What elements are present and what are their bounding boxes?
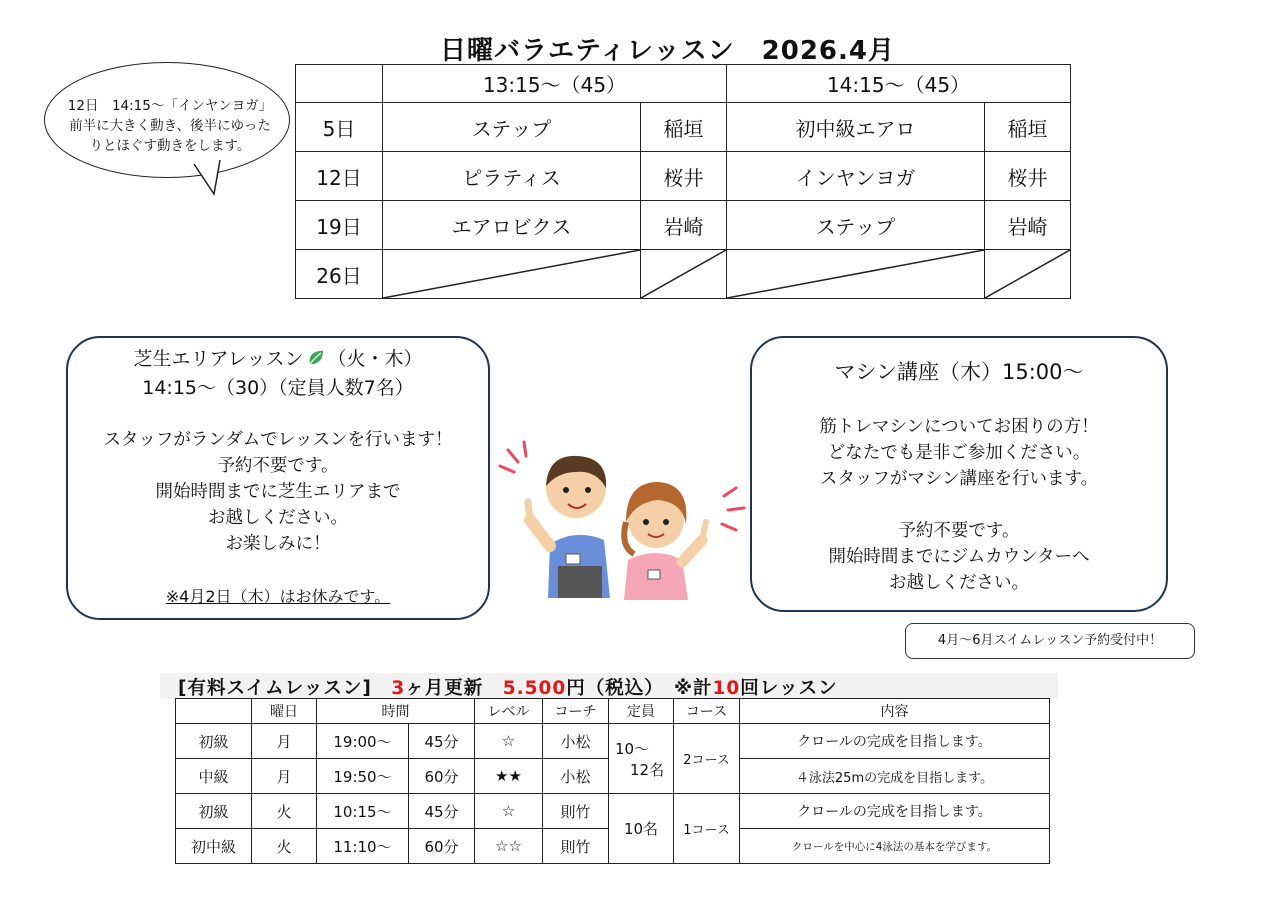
machine-course-body [754, 414, 1164, 596]
turf-title-days: （火・木） [327, 348, 423, 370]
swim-header: 定員 [609, 699, 674, 724]
turf-holiday-note [70, 584, 486, 607]
swim-duration: 45分 [409, 794, 475, 829]
machine-body-line: お越しください。 [889, 573, 1029, 593]
swim-title-g: 回レッスン [740, 678, 838, 699]
lesson-cell: 初中級エアロ [727, 103, 985, 152]
machine-body-line: 予約不要です。 [898, 521, 1020, 541]
lesson-cell: インヤンヨガ [727, 152, 985, 201]
day-cell: 26日 [296, 250, 383, 299]
swim-coach: 小松 [543, 724, 609, 759]
swim-class: 初級 [176, 794, 252, 829]
swim-header-blank [176, 699, 252, 724]
speech-bubble-tail [192, 160, 232, 198]
coach-cell: 桜井 [641, 152, 727, 201]
coach-cell: 稲垣 [985, 103, 1071, 152]
swim-content: クロールの完成を目指します。 [740, 724, 1050, 759]
time-header: 14:15～（45） [727, 65, 1071, 103]
swim-day: 月 [252, 724, 317, 759]
swim-class: 初級 [176, 724, 252, 759]
lesson-cell: ステップ [383, 103, 641, 152]
machine-body-line: 開始時間までにジムカウンターへ [828, 547, 1090, 567]
turf-title-text: 芝生エリアレッスン [133, 348, 304, 370]
swim-day: 火 [252, 829, 317, 864]
swim-level: ☆☆ [475, 829, 543, 864]
coach-cell: 稲垣 [641, 103, 727, 152]
swim-header: コース [674, 699, 740, 724]
swim-start: 19:00～ [317, 724, 409, 759]
empty-cell [641, 250, 727, 299]
swim-day: 火 [252, 794, 317, 829]
swim-title [178, 674, 838, 700]
machine-body-line: 筋トレマシンについてお困りの方！ [819, 417, 1099, 437]
swim-title-price: 5.500 [502, 678, 567, 699]
swim-title-count: 10 [712, 678, 741, 699]
header-blank [296, 65, 383, 103]
machine-course-title: マシン講座（木）15:00～ [834, 360, 1084, 384]
swim-reservation-notice: 4月～6月スイムレッスン予約受付中！ [905, 623, 1195, 659]
day-cell: 12日 [296, 152, 383, 201]
bubble-line: りとほぐす動きをします。 [89, 138, 251, 154]
swim-duration: 45分 [409, 724, 475, 759]
lesson-cell: ステップ [727, 201, 985, 250]
turf-body-line: お楽しみに！ [225, 534, 331, 554]
swim-start: 19:50～ [317, 759, 409, 794]
swim-header: 内容 [740, 699, 1050, 724]
swim-title-c: ヶ月更新 [405, 678, 503, 699]
day-cell: 5日 [296, 103, 383, 152]
empty-cell [985, 250, 1071, 299]
swim-start: 11:10～ [317, 829, 409, 864]
swim-duration: 60分 [409, 829, 475, 864]
coach-cell: 岩崎 [641, 201, 727, 250]
coach-cell: 岩崎 [985, 201, 1071, 250]
leaf-icon [306, 348, 326, 375]
staff-illustration [496, 436, 752, 604]
swim-header: レベル [475, 699, 543, 724]
swim-coach: 則竹 [543, 794, 609, 829]
empty-cell [727, 250, 985, 299]
swim-title-months: 3 [391, 678, 406, 699]
bubble-line: 12日 14:15～「インヤンヨガ」 [67, 98, 273, 114]
turf-holiday-text: ※4月2日（木）はお休みです。 [165, 587, 391, 606]
machine-body-line: スタッフがマシン講座を行います。 [819, 469, 1099, 489]
swim-header: 時間 [317, 699, 475, 724]
swim-start: 10:15～ [317, 794, 409, 829]
swim-coach: 小松 [543, 759, 609, 794]
swim-title-e: 円（税込） ※計 [566, 678, 713, 699]
swim-course: 2コース [674, 724, 740, 794]
swim-capacity: 10名 [609, 794, 674, 864]
schedule-table [295, 64, 1071, 299]
swim-class: 中級 [176, 759, 252, 794]
day-cell: 19日 [296, 201, 383, 250]
swim-header: コーチ [543, 699, 609, 724]
swim-content: ４泳法25mの完成を目指します。 [740, 759, 1050, 794]
bubble-line: 前半に大きく動き、後半にゆった [69, 118, 271, 134]
turf-body-line: お越しください。 [208, 508, 348, 528]
swim-title-a: [有料スイムレッスン] [178, 678, 392, 699]
bubble-text [52, 96, 288, 156]
swim-class: 初中級 [176, 829, 252, 864]
swim-course: 1コース [674, 794, 740, 864]
lesson-cell: ピラティス [383, 152, 641, 201]
page-title: 日曜バラエティレッスン 2026.4月 [440, 36, 895, 66]
machine-body-line: どなたでも是非ご参加ください。 [827, 443, 1091, 463]
lesson-cell: エアロビクス [383, 201, 641, 250]
swim-level: ☆ [475, 724, 543, 759]
swim-content: クロールを中心に4泳法の基本を学びます。 [740, 829, 1050, 864]
empty-cell [383, 250, 641, 299]
swim-content: クロールの完成を目指します。 [740, 794, 1050, 829]
swim-level: ☆ [475, 794, 543, 829]
swim-header: 曜日 [252, 699, 317, 724]
swim-level: ★★ [475, 759, 543, 794]
machine-body-line [754, 492, 1164, 518]
turf-title-time: 14:15～（30）（定員人数7名） [142, 377, 414, 399]
swim-coach: 則竹 [543, 829, 609, 864]
turf-lesson-title [70, 346, 486, 401]
swim-day: 月 [252, 759, 317, 794]
turf-body-line: スタッフがランダムでレッスンを行います！ [103, 430, 453, 450]
turf-lesson-body [70, 427, 486, 557]
coach-cell: 桜井 [985, 152, 1071, 201]
time-header: 13:15～（45） [383, 65, 727, 103]
swim-capacity: 10～ 12名 [609, 724, 674, 794]
swim-duration: 60分 [409, 759, 475, 794]
turf-body-line: 開始時間までに芝生エリアまで [155, 482, 401, 502]
swim-lesson-table [175, 698, 1050, 864]
turf-body-line: 予約不要です。 [217, 456, 339, 476]
